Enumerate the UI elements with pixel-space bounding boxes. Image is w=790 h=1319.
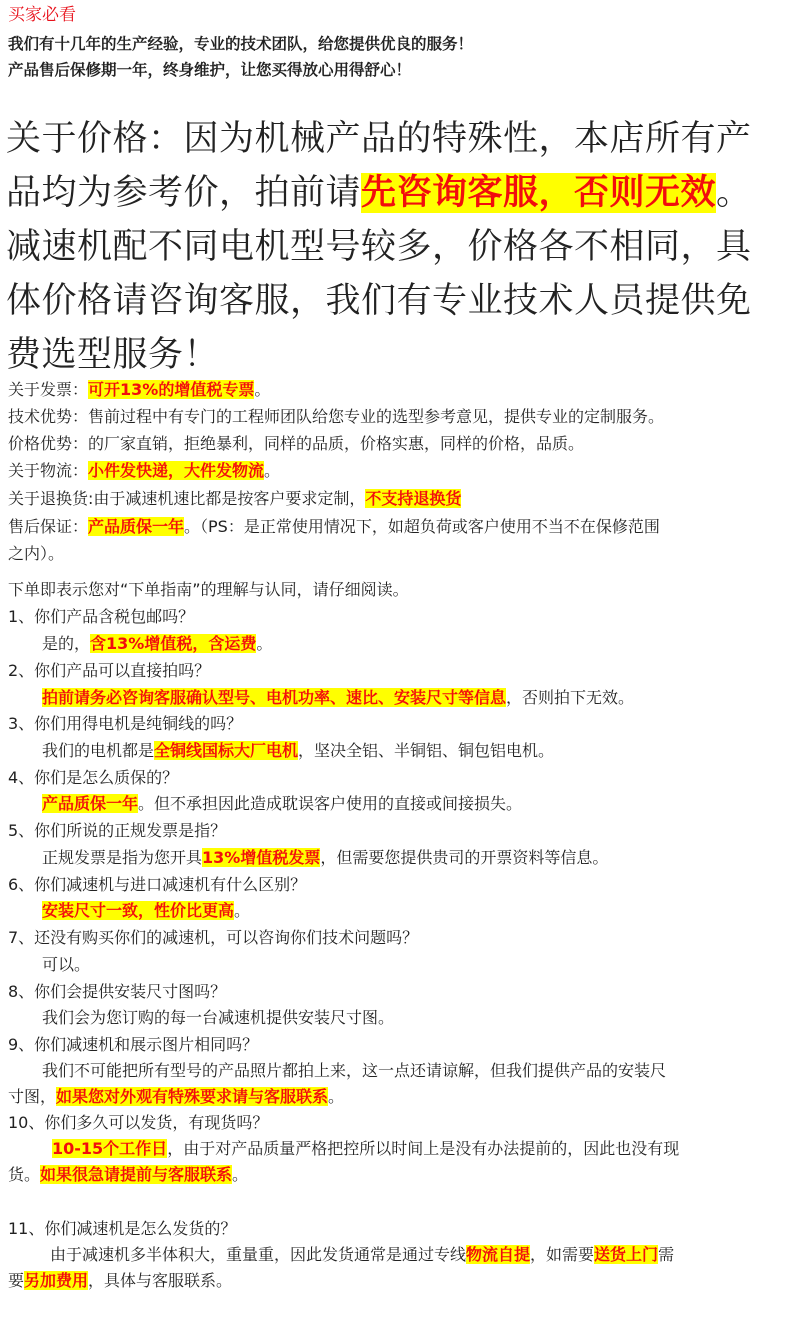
invoice-suffix: 。 [254,380,271,399]
a2-suffix: ，否则拍下无效。 [506,688,635,707]
a4-highlight: 产品质保一年 [42,794,139,813]
price-notice-highlight: 先咨询客服，否则无效 [361,173,717,213]
faq-a8: 我们会为您订购的每一台减速机提供安装尺寸图。 [42,1008,395,1027]
a11-prefix: 由于减速机多半体积大，重量重，因此发货通常是通过专线 [50,1245,467,1264]
faq-q4: 4、你们是怎么质保的？ [8,768,179,787]
return-highlight: 不支持退换货 [365,489,462,508]
price-notice-line-4: 体价格请咨询客服，我们有专业技术人员提供免 [6,281,752,321]
tech-text: 售前过程中有专门的工程师团队给您专业的选型参考意见，提供专业的定制服务。 [88,407,665,426]
faq-q9: 9、你们减速机和展示图片相同吗？ [8,1035,259,1054]
faq-q10: 10、你们多久可以发货，有现货吗？ [8,1113,269,1132]
a4-suffix: 。但不承担因此造成耽误客户使用的直接或间接损失。 [138,794,523,813]
warranty-text: 。（PS：是正常使用情况下，如超负荷或客户使用不当不在保修范围 [184,517,660,536]
a10-highlight: 10-15个工作日 [52,1139,168,1158]
a3-suffix: ，坚决全铝、半铜铝、铜包铝电机。 [298,741,555,760]
a11-suffix: ，具体与客服联系。 [88,1271,233,1290]
a11-highlight1: 物流自提 [466,1245,531,1264]
logistics-highlight: 小件发快递，大件发物流 [88,461,265,480]
a6-suffix: 。 [234,901,251,920]
warranty-policy [8,514,660,540]
logistics-suffix: 。 [264,461,281,480]
a11-highlight3: 另加费用 [24,1271,89,1290]
price-notice-line-5: 费选型服务！ [6,335,220,375]
faq-a6 [42,898,250,924]
a9-prefix: 寸图， [8,1087,57,1106]
faq-a7: 可以。 [42,955,91,974]
logistics-policy [8,458,280,484]
price-notice-suffix: 。 [716,173,752,213]
a1-prefix: 是的， [42,634,91,653]
a10-highlight2: 如果很急请提前与客服联系 [40,1165,233,1184]
a3-prefix: 我们的电机都是 [42,741,155,760]
faq-a10-line1 [52,1136,679,1162]
a11-highlight2: 送货上门 [594,1245,659,1264]
faq-q5: 5、你们所说的正规发票是指？ [8,821,227,840]
faq-a3 [42,738,554,764]
price-label: 价格优势： [8,434,89,453]
price-notice-line-3: 减速机配不同电机型号较多，价格各不相同，具 [6,227,752,267]
invoice-policy [8,377,270,403]
a9-highlight: 如果您对外观有特殊要求请与客服联系 [56,1087,329,1106]
faq-a9-line1: 我们不可能把所有型号的产品照片都拍上来，这一点还请谅解，但我们提供产品的安装尺 [42,1061,667,1080]
price-advantage [8,431,584,457]
logistics-label: 关于物流： [8,461,89,480]
a10-suffix: 。 [232,1165,249,1184]
invoice-highlight: 可开13%的增值税专票 [88,380,255,399]
faq-q7: 7、还没有购买你们的减速机，可以咨询你们技术问题吗？ [8,928,419,947]
faq-q8: 8、你们会提供安装尺寸图吗？ [8,982,227,1001]
a11-line2-prefix: 要 [8,1271,25,1290]
return-text: 由于减速机速比都是按客户要求定制， [93,489,366,508]
faq-q2: 2、你们产品可以直接拍吗？ [8,661,211,680]
a2-highlight: 拍前请务必咨询客服确认型号、电机功率、速比、安装尺寸等信息 [42,688,507,707]
a1-suffix: 。 [256,634,273,653]
return-label: 关于退换货: [8,489,94,508]
a10-text: ，由于对产品质量严格把控所以时间上是没有办法提前的，因此也没有现 [167,1139,680,1158]
a11-end: 需 [658,1245,675,1264]
price-notice-line-1: 关于价格：因为机械产品的特殊性，本店所有产 [6,119,752,159]
a5-suffix: ，但需要您提供贵司的开票资料等信息。 [320,848,609,867]
guide-intro: 下单即表示您对“下单指南”的理解与认同，请仔细阅读。 [8,580,409,599]
warranty-label: 售后保证： [8,517,89,536]
faq-a11-line1 [50,1242,674,1268]
a1-highlight: 含13%增值税，含运费 [90,634,257,653]
faq-a5 [42,845,608,871]
faq-q6: 6、你们减速机与进口减速机有什么区别？ [8,875,307,894]
intro-line-2: 产品售后保修期一年，终身维护，让您买得放心用得舒心！ [8,61,412,79]
a6-highlight: 安装尺寸一致，性价比更高 [42,901,235,920]
faq-q3: 3、你们用得电机是纯铜线的吗？ [8,714,243,733]
a5-highlight: 13%增值税发票 [202,848,321,867]
faq-q11: 11、你们减速机是怎么发货的？ [8,1219,237,1238]
faq-a11-line2 [8,1268,232,1294]
warranty-highlight: 产品质保一年 [88,517,185,536]
faq-a1 [42,631,272,657]
faq-q1: 1、你们产品含税包邮吗？ [8,607,195,626]
return-policy [8,486,461,512]
price-text: 的厂家直销，拒绝暴利，同样的品质，价格实惠，同样的价格，品质。 [88,434,585,453]
tech-label: 技术优势： [8,407,89,426]
faq-a9-line2 [8,1084,344,1110]
invoice-label: 关于发票： [8,380,89,399]
a10-line2-prefix: 货。 [8,1165,41,1184]
title: 买家必看 [8,5,76,25]
faq-a2 [42,685,634,711]
a9-suffix: 。 [328,1087,345,1106]
faq-a10-line2 [8,1162,248,1188]
warranty-policy-cont: 之内）。 [8,544,65,563]
a5-prefix: 正规发票是指为您开具 [42,848,203,867]
faq-a4 [42,791,522,817]
a3-highlight: 全铜线国标大厂电机 [154,741,299,760]
a11-mid: ，如需要 [530,1245,595,1264]
intro-line-1: 我们有十几年的生产经验，专业的技术团队，给您提供优良的服务！ [8,35,474,53]
tech-advantage [8,404,664,430]
price-notice-text: 品均为参考价，拍前请 [6,173,362,213]
price-notice-line-2 [6,166,752,220]
